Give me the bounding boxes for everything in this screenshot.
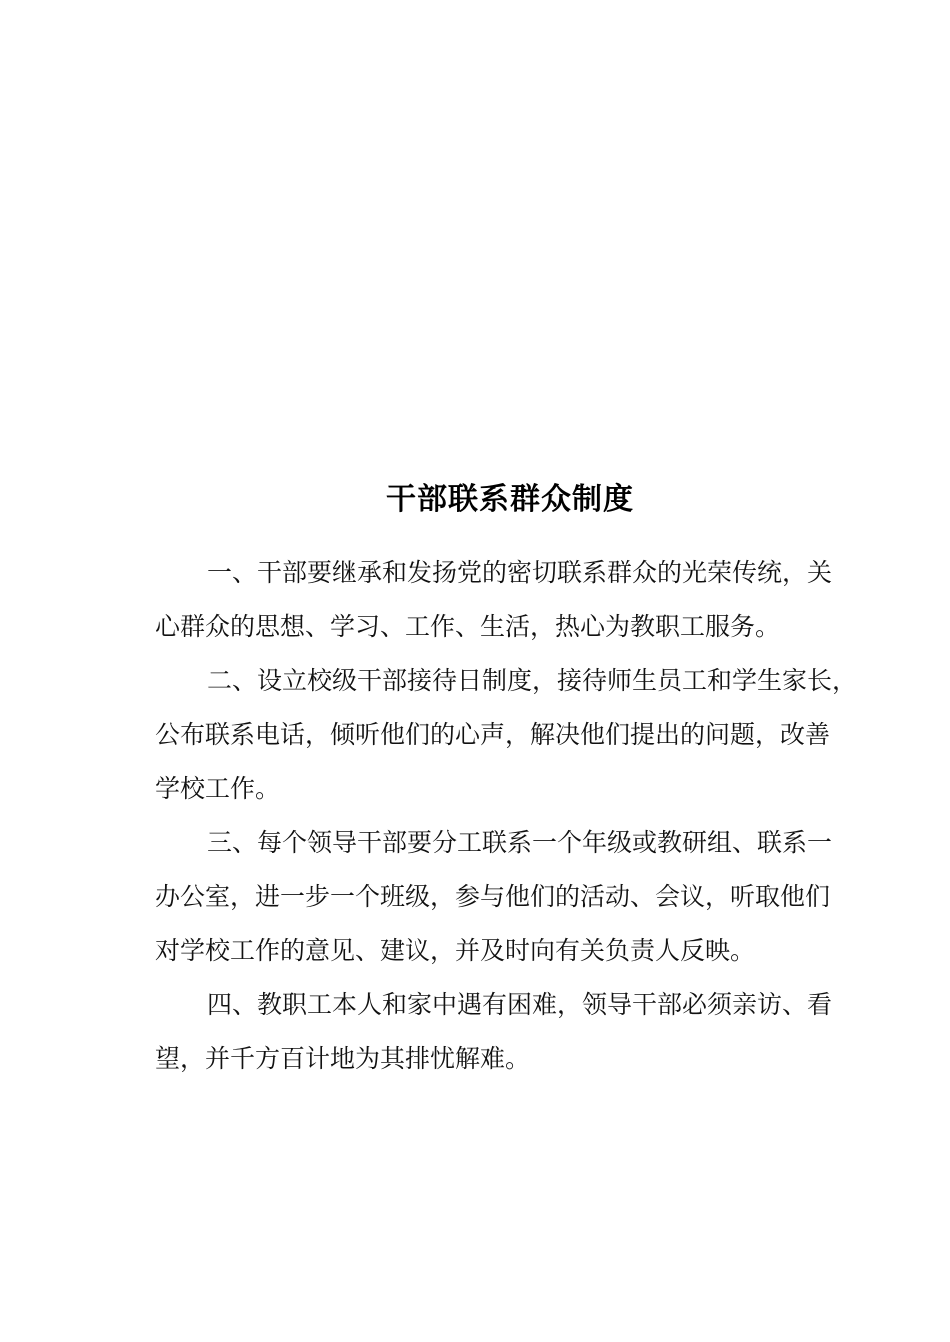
paragraph-line: 望，并千方百计地为其排忧解难。 — [155, 1044, 531, 1073]
paragraph-line: 四、教职工本人和家中遇有困难，领导干部必须亲访、看 — [207, 990, 833, 1019]
paragraph-line: 三、每个领导干部要分工联系一个年级或教研组、联系一 — [207, 828, 833, 857]
document-body — [155, 546, 858, 1086]
paragraph-4 — [155, 978, 855, 1086]
paragraph-1 — [155, 546, 855, 654]
paragraph-line: 对学校工作的意见、建议，并及时向有关负责人反映。 — [155, 936, 756, 965]
paragraph-line: 公布联系电话，倾听他们的心声，解决他们提出的问题，改善 — [155, 720, 831, 749]
paragraph-line: 办公室，进一步一个班级，参与他们的活动、会议，听取他们 — [155, 882, 831, 911]
paragraph-line: 一、干部要继承和发扬党的密切联系群众的光荣传统，关 — [207, 558, 833, 587]
paragraph-3 — [155, 816, 855, 978]
paragraph-2 — [155, 654, 858, 816]
paragraph-line: 二、设立校级干部接待日制度，接待师生员工和学生家长， — [207, 666, 858, 695]
page-title: 干部联系群众制度 — [386, 482, 634, 517]
paragraph-line: 学校工作。 — [155, 774, 281, 803]
paragraph-line: 心群众的思想、学习、工作、生活，热心为教职工服务。 — [155, 612, 781, 641]
